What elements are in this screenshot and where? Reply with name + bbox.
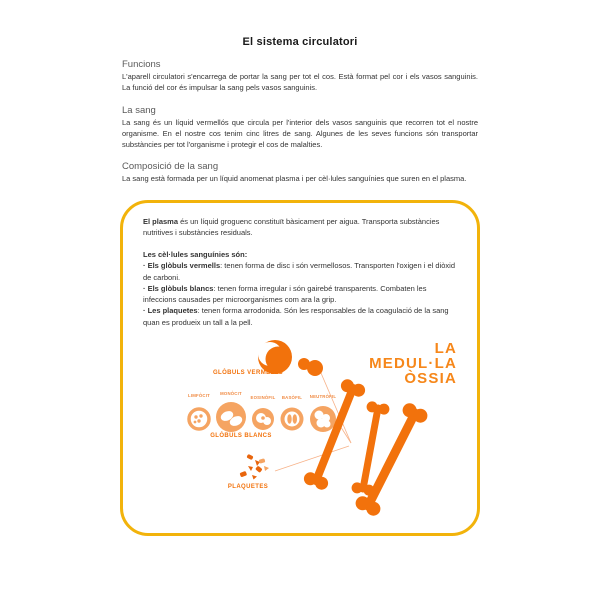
section-composicio xyxy=(122,161,478,184)
limfocit-icon xyxy=(189,409,209,429)
plasma-infobox xyxy=(120,200,480,536)
bones-icon xyxy=(304,379,428,515)
white-cells-label: GLÒBULS BLANCS xyxy=(210,432,272,439)
plasma-rest: és un líquid groguenc constituït bàsicament per aigua. Transporta substàncies nutritives i substàncies residuals. xyxy=(143,216,440,237)
section-funcions xyxy=(122,59,478,94)
section-heading: Funcions xyxy=(122,59,161,70)
bullet-globuls-blancs: · Els glòbuls blancs: tenen forma irregular i són gairebé transparents. Combaten les infeccions causades per microorganismes com ara la grip. xyxy=(143,283,427,304)
plasma-paragraph xyxy=(143,216,457,239)
page-title: El sistema circulatori xyxy=(242,36,358,48)
document-content xyxy=(122,59,478,536)
bullet-plaquetes: · Les plaquetes: tenen forma arrodonida. Són les responsables de la coagulació de la sang quan es produeix un tall a la pell. xyxy=(143,306,449,327)
plasma-lead: El plasma xyxy=(143,216,179,226)
limfocit-label: LIMFÒCIT xyxy=(188,392,210,398)
section-body: L'aparell circulatori s'encarrega de portar la sang per tot el cos. Està format pel cor i els vasos sanguinis. La funció del cor és impulsar la sang pels vasos sanguinis. xyxy=(122,72,478,93)
section-heading: Composició de la sang xyxy=(122,161,219,173)
red-cells-label: GLÒBULS VERMELLS xyxy=(212,369,284,376)
basofil-icon xyxy=(281,407,304,430)
bullet-globuls-vermells: · Els glòbuls vermells: tenen forma de disc i són vermellosos. Transporten l'oxigen i el diòxid de carboni. xyxy=(143,261,455,282)
eosinofil-icon xyxy=(252,408,274,430)
platelets-label: PLAQUETES xyxy=(227,483,269,490)
monocit-label: MONÒCIT xyxy=(220,390,242,396)
platelets-icon xyxy=(239,454,269,480)
eosinofil-label: EOSINÒFIL xyxy=(250,394,276,400)
monocit-icon xyxy=(216,402,246,432)
blood-composition-illustration xyxy=(143,333,461,525)
section-body: La sang està formada per un líquid anomenat plasma i per cèl·lules sanguínies que suren en el plasma. xyxy=(122,174,467,184)
cells-heading: Les cèl·lules sanguínies són: xyxy=(143,250,248,259)
basofil-label: BASÒFIL xyxy=(281,394,303,400)
bone-marrow-label: LA MEDUL·LA ÒSSIA xyxy=(369,339,457,387)
section-body: La sang és un líquid vermellós que circula per l'interior dels vasos sanguinis que recorren tot el nostre organisme. En el nostre cos tenim cinc litres de sang. Algunes de les seves funcions són transportar substàncies per tot l'organisme i protegir el cos de malalties. xyxy=(122,117,478,149)
section-heading: La sang xyxy=(122,104,156,116)
section-la-sang xyxy=(122,105,478,151)
neutrofil-icon xyxy=(310,406,336,432)
neutrofil-label: NEUTRÒFIL xyxy=(309,393,337,399)
